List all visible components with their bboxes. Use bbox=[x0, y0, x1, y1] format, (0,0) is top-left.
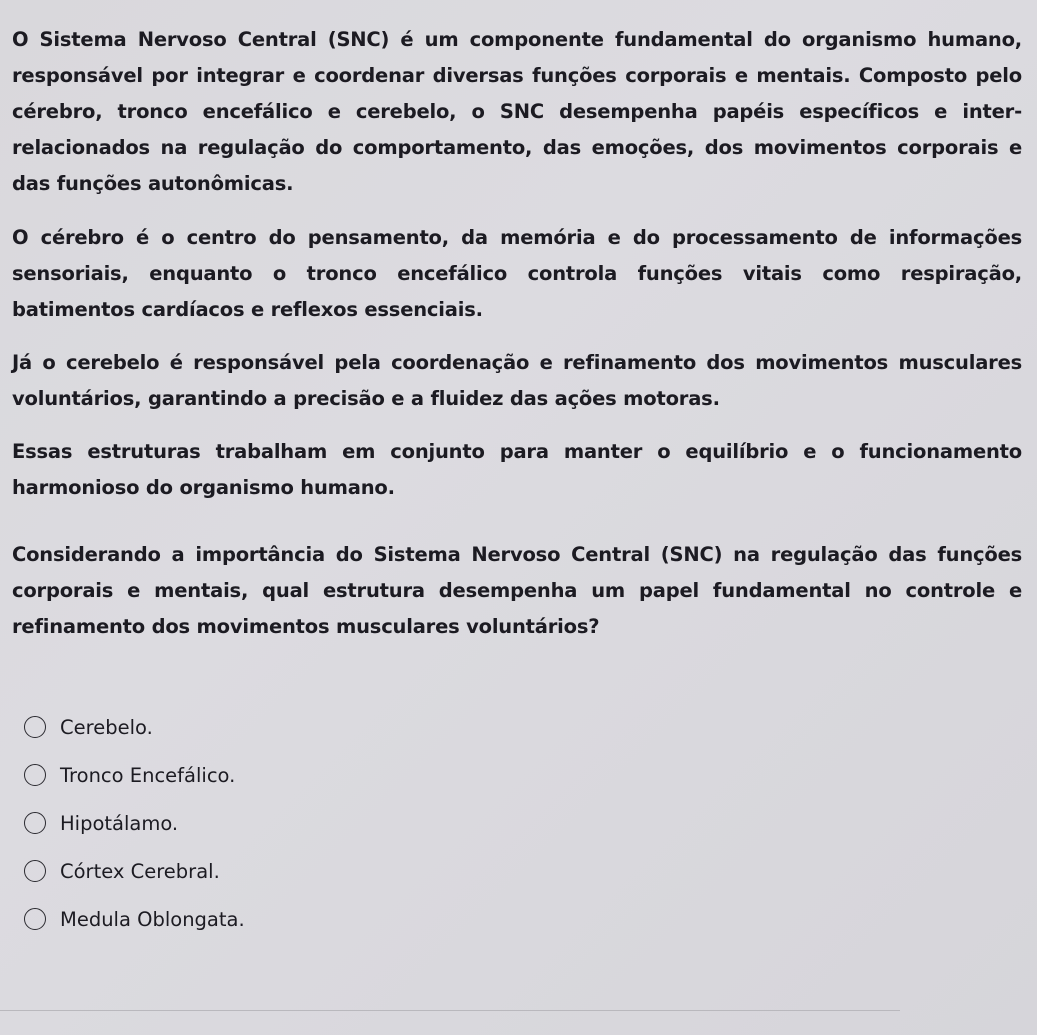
option-hipotalamo[interactable] bbox=[24, 799, 1022, 847]
radio-button[interactable] bbox=[24, 764, 46, 786]
intro-paragraph-1: O Sistema Nervoso Central (SNC) é um componente fundamental do organismo humano, responsável por integrar e coordenar diversas funções corporais e mentais. Composto pelo cérebro, tronco encefálico e cerebelo, o SNC desempenha papéis específicos e inter-relacionados na regulação do comportamento, das emoções, dos movimentos corporais e das funções autonômicas. bbox=[12, 28, 1022, 195]
radio-button[interactable] bbox=[24, 812, 46, 834]
intro-paragraph-2: O cérebro é o centro do pensamento, da memória e do processamento de informações sensoriais, enquanto o tronco encefálico controla funções vitais como respiração, batimentos cardíacos e reflexos essenciais. bbox=[12, 226, 1022, 321]
question-content bbox=[12, 22, 1022, 943]
answer-options bbox=[24, 703, 1022, 943]
option-cortex-cerebral[interactable] bbox=[24, 847, 1022, 895]
question-text: Considerando a importância do Sistema Nervoso Central (SNC) na regulação das funções corporais e mentais, qual estrutura desempenha um papel fundamental no controle e refinamento dos movimentos musculares voluntários? bbox=[12, 543, 1022, 638]
divider bbox=[0, 1010, 900, 1011]
radio-button[interactable] bbox=[24, 908, 46, 930]
option-label: Medula Oblongata. bbox=[60, 907, 245, 931]
option-medula-oblongata[interactable] bbox=[24, 895, 1022, 943]
intro-paragraph-3: Já o cerebelo é responsável pela coordenação e refinamento dos movimentos musculares voluntários, garantindo a precisão e a fluidez das ações motoras. bbox=[12, 351, 1022, 410]
option-label: Tronco Encefálico. bbox=[60, 763, 236, 787]
radio-button[interactable] bbox=[24, 860, 46, 882]
intro-paragraph-4: Essas estruturas trabalham em conjunto para manter o equilíbrio e o funcionamento harmonioso do organismo humano. bbox=[12, 440, 1022, 499]
radio-button[interactable] bbox=[24, 716, 46, 738]
option-label: Hipotálamo. bbox=[60, 811, 179, 835]
option-tronco-encefalico[interactable] bbox=[24, 751, 1022, 799]
option-cerebelo[interactable] bbox=[24, 703, 1022, 751]
option-label: Córtex Cerebral. bbox=[60, 859, 220, 883]
option-label: Cerebelo. bbox=[60, 715, 153, 739]
